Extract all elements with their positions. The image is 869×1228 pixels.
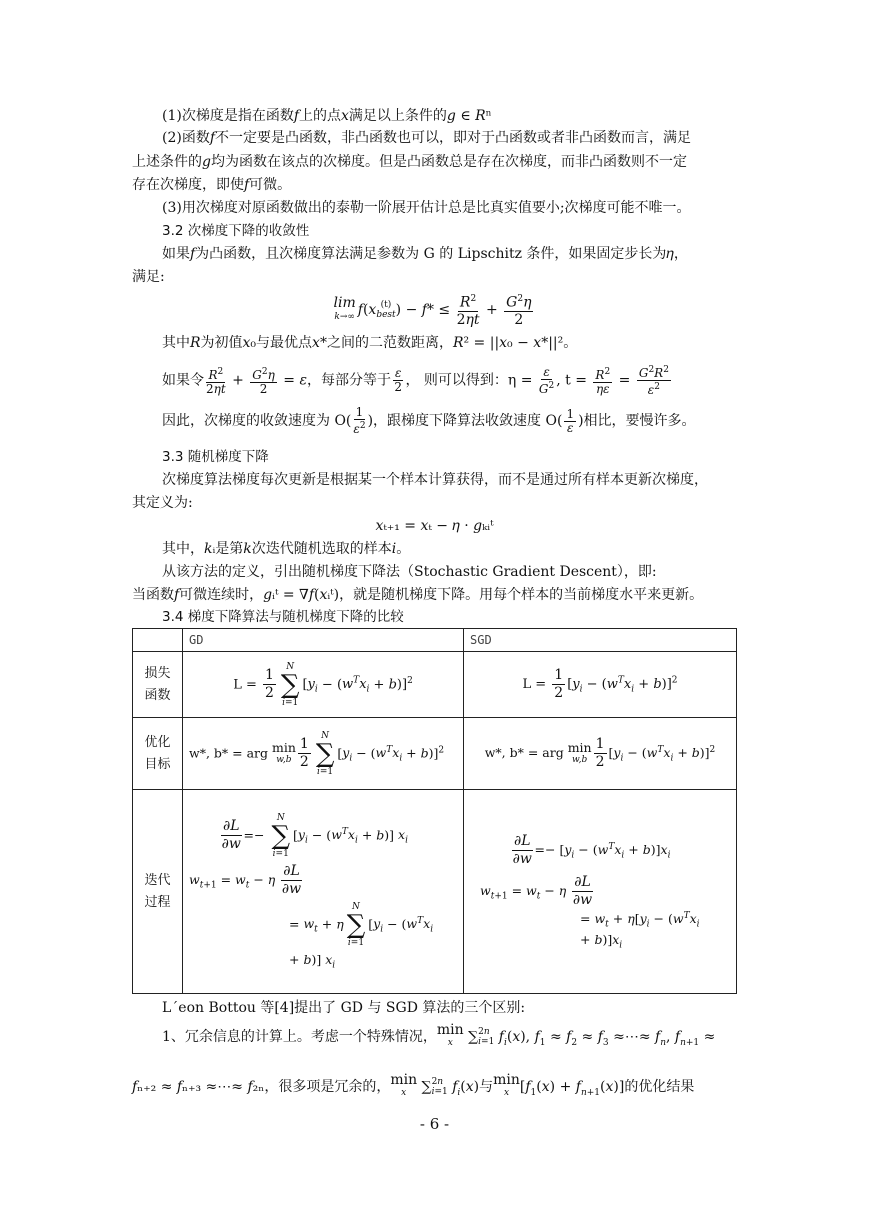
note-1: (1)次梯度是指在函数𝑓上的点𝑥满足以上条件的𝑔 ∈ 𝑅ⁿ (162, 108, 492, 124)
section-heading-3-4: 3.4 梯度下降算法与随机梯度下降的比较 (162, 609, 404, 625)
comparison-table (132, 628, 737, 994)
s32-paragraph-1-line-2: 满足: (132, 269, 165, 285)
after-paragraph-1: L´eon Bottou 等[4]提出了 GD 与 SGD 算法的三个区别: (162, 1000, 526, 1016)
sgd-iteration-cell: $\frac{\partial L}{\partial w}$ =− $[y_i - (w^Tx_i + b)]x_i$ $w_{t+1} = w_t - \eta$ $\frac{\partial L}{\partial w}$ = $w_t + \eta[y_i - (w^Tx_i$ + $b)]x_i$ (464, 790, 737, 994)
sgd-objective-cell: w*, b* = arg min w,b $\frac{1}{2}$ $[y_i - (w^Tx_i + b)]^2$ (464, 718, 737, 790)
col-header-gd: GD (183, 629, 464, 652)
s32-paragraph-1-line-1: 如果𝑓为凸函数，且次梯度算法满足参数为 G 的 Lipschitz 条件，如果固定步长为𝜂， (162, 246, 688, 262)
s32-paragraph-4: 因此，次梯度的收敛速度为 O( $\frac{1}{\varepsilon^2}$ )，跟梯度下降算法收敛速度 O( $\frac{1}{\varepsilon}$ )相比，要慢许多。 (162, 405, 696, 436)
s32-paragraph-3: 如果令 $\frac{R^2}{2\eta t}$ + $\frac{G^2\eta}{2}$ = ε，每部分等于 $\frac{\varepsilon}{2}$ ， 则可以得到：η = $\frac{\varepsilon}{G^2}$ , t = $\frac{R^2}{\eta\varepsilon}$ = $\frac{G^2R^2}{\varepsilon^2}$ (162, 364, 669, 397)
page-number: - 6 - (419, 1115, 450, 1133)
table-row (133, 718, 737, 790)
row-label-iteration: 迭代过程 (133, 790, 183, 994)
section-heading-3-2: 3.2 次梯度下降的收敛性 (162, 223, 310, 239)
table-header-row (133, 629, 737, 652)
section-heading-3-3: 3.3 随机梯度下降 (162, 449, 269, 465)
s32-paragraph-2: 其中𝑅为初值𝑥₀与最优点𝑥*之间的二范数距离，𝑅² = ||𝑥₀ − 𝑥*||²。 (162, 335, 578, 351)
s33-paragraph-2: 其中，𝑘ᵢ是第𝑘次迭代随机选取的样本𝑖。 (162, 541, 411, 557)
row-label-objective: 优化目标 (133, 718, 183, 790)
s33-paragraph-1-line-2: 其定义为: (132, 495, 193, 511)
after-paragraph-2-line-2: 𝑓ₙ₊₂ ≈ 𝑓ₙ₊₃ ≈⋯≈ 𝑓₂ₙ，很多项是冗余的，min x ∑ 2n i=1 $f_i(x)$与min x $[f_1(x) + f_{n+1}(x)]$的优化结果 (132, 1072, 695, 1098)
gd-loss-cell: L = $\frac{1}{2}$ N ∑ i=1 $[y_i - (w^Tx_i + b)]^2$ (183, 652, 464, 718)
s33-paragraph-1-line-1: 次梯度算法梯度每次更新是根据某一个样本计算获得，而不是通过所有样本更新次梯度， (162, 472, 708, 488)
table-row (133, 652, 737, 718)
row-label-loss: 损失函数 (133, 652, 183, 718)
table-row (133, 790, 737, 994)
note-3: (3)用次梯度对原函数做出的泰勒一阶展开估计总是比真实值要小;次梯度可能不唯一。 (162, 200, 691, 216)
s32-p3-post: 则可以得到：η = (423, 372, 533, 389)
convergence-equation: lim 𝑘→∞ f(x (t) best ) − f* ≤ $\frac{R^2}{2\eta t}$ + $\frac{G^2\eta}{2}$ (132, 288, 737, 332)
s32-p3-pre: 如果令 (162, 372, 204, 389)
sgd-update-equation: 𝑥ₜ₊₁ = 𝑥ₜ − 𝜂 · 𝑔ₖᵢᵗ (375, 518, 494, 534)
after-paragraph-2-line-1: 1、冗余信息的计算上。考虑一个特殊情况，min x ∑ 2n i=1 $f_i(x)$, $f_1 \approx f_2 \approx f_3$ ≈⋯≈ $f_n$, $f_{n+1}$ ≈ (162, 1022, 716, 1048)
note-2-line-2: 上述条件的𝑔均为函数在该点的次梯度。但是凸函数总是存在次梯度，而非凸函数则不一定 (132, 154, 687, 170)
gd-iteration-cell: $\frac{\partial L}{\partial w}$ =− N ∑ i=1 $[y_i - (w^Tx_i + b)]$ $x_i$ $w_{t+1} = w_t - \eta$ $\frac{\partial L}{\partial w}$ = $w_t + \eta$ N ∑ i=1 [$y_i - (w^Tx_i$ + b)] $x_i$ (183, 790, 464, 994)
s32-p4-post: )相比，要慢许多。 (578, 413, 696, 429)
s32-p4-pre: 因此，次梯度的收敛速度为 O( (162, 413, 352, 429)
sgd-loss-cell: L = $\frac{1}{2}$ $[y_i - (w^Tx_i + b)]^2$ (464, 652, 737, 718)
note-2-line-1: (2)函数𝑓不一定要是凸函数，非凸函数也可以，即对于凸函数或者非凸函数而言，满足 (162, 130, 692, 146)
s33-paragraph-3: 从该方法的定义，引出随机梯度下降法（Stochastic Gradient Descent），即: (162, 564, 657, 580)
s32-p4-mid: )，跟梯度下降算法收敛速度 O( (367, 413, 563, 429)
gd-objective-cell: w*, b* = arg min w,b $\frac{1}{2}$ N ∑ i=1 $[y_i - (w^Tx_i + b)]^2$ (183, 718, 464, 790)
s32-p3-mid: 每部分等于 (320, 372, 391, 389)
s33-paragraph-4: 当函数𝑓可微连续时，𝑔ᵢᵗ = ∇𝑓(𝑥ᵢᵗ)，就是随机梯度下降。用每个样本的当前梯度水平来更新。 (132, 587, 704, 603)
limit-subscript: 𝑘→∞ (334, 312, 355, 322)
col-header-sgd: SGD (464, 629, 737, 652)
note-2-line-3: 存在次梯度，即使𝑓可微。 (132, 177, 292, 193)
